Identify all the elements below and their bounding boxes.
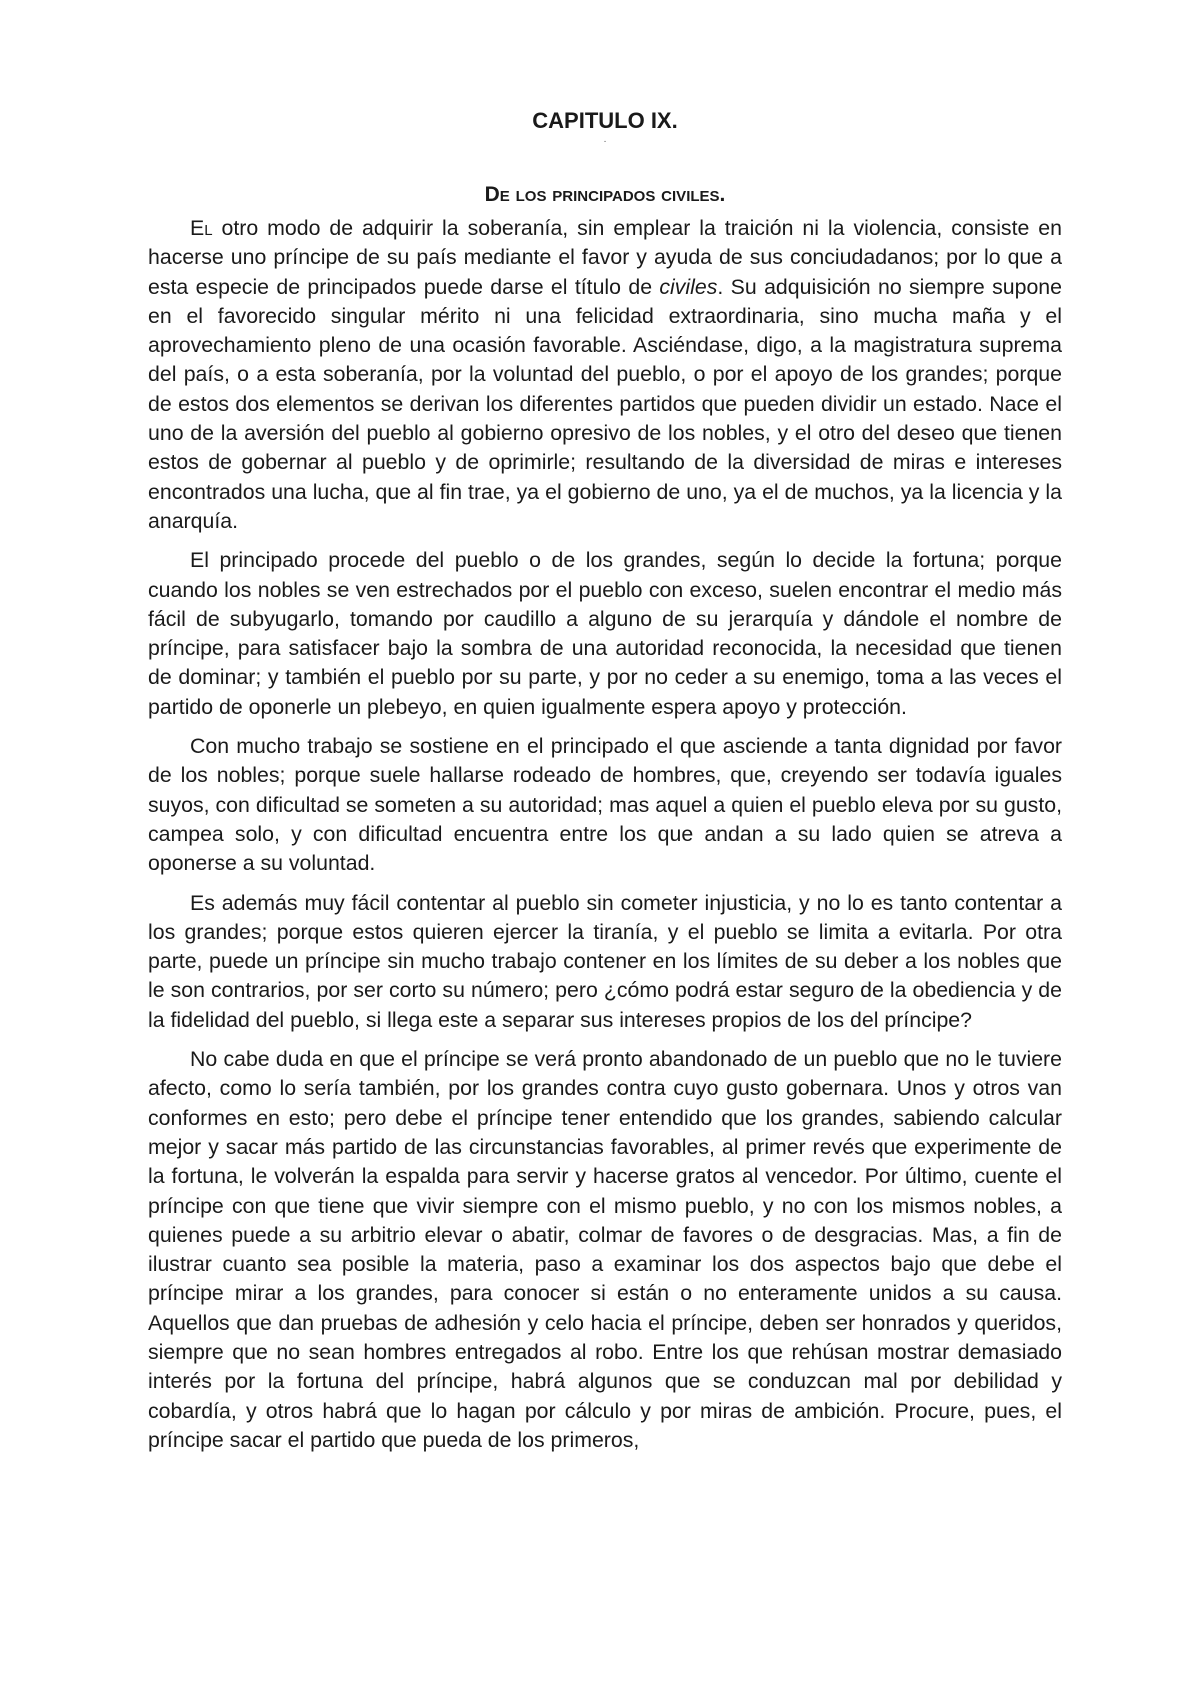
paragraph-2: El principado procede del pueblo o de los grandes, según lo decide la fortuna; porque cuando los nobles se ven estrechados por el pueblo con exceso, suelen encontrar el medio más fácil de subyugarlo, tomando por caudillo a alguno de su jerarquía y dándole el nombre de príncipe, para satisfacer bajo la sombra de una autoridad reconocida, la necesidad que tienen de dominar; y también el pueblo por su parte, y por no ceder a su enemigo, toma a las veces el partido de oponerle un plebeyo, en quien igualmente espera apoyo y protección.: [148, 548, 1062, 719]
paragraph-4: Es además muy fácil contentar al pueblo sin cometer injusticia, y no lo es tanto contentar a los grandes; porque estos quieren ejercer la tiranía, y el pueblo se limita a evitarla. Por otra parte, puede un príncipe sin mucho trabajo contener en los límites de su deber a los nobles que le son contrarios, por ser corto su número; pero ¿cómo podrá estar seguro de la obediencia y de la fidelidad del pueblo, si llega este a separar sus intereses propios de los del príncipe?: [148, 890, 1062, 1032]
chapter-title: CAPITULO IX.: [532, 108, 678, 133]
paragraph-1-lead: El: [190, 216, 213, 240]
paragraph-1-text-b: . Su adquisición no siempre supone en el favorecido singular mérito ni una felicidad extraordinaria, sino mucha maña y el aprovechamiento pleno de una ocasión favorable. Asciéndase, digo, a la magistratura suprema del país, o a esta soberanía, por la voluntad del pueblo, o por el apoyo de los grandes; porque de estos dos elementos se derivan los diferentes partidos que pueden dividir un estado. Nace el uno de la aversión del pueblo al gobierno opresivo de los nobles, y el otro del deseo que tienen estos de gobernar al pueblo y de oprimirle; resultando de la diversidad de miras e intereses encontrados una lucha, que al fin trae, ya el gobierno de uno, ya el de muchos, ya la licencia y la anarquía.: [148, 274, 1062, 533]
chapter-mark: ·: [603, 136, 607, 147]
document-page: [148, 96, 1062, 1465]
paragraph-3: Con mucho trabajo se sostiene en el principado el que asciende a tanta dignidad por favor de los nobles; porque suele hallarse rodeado de hombres, que, creyendo ser todavía iguales suyos, con dificultad se someten a su autoridad; mas aquel a quien el pueblo eleva por su gusto, campea solo, y con dificultad encuentra entre los que andan a su lado quien se atreva a oponerse a su voluntad.: [148, 734, 1062, 876]
section-title: De los principados civiles.: [484, 183, 726, 206]
paragraph-1-text-a: otro modo de adquirir la soberanía, sin emplear la traición ni la violencia, consiste en hacerse uno príncipe de su país mediante el favor y ayuda de sus conciudadanos; por lo que a esta especie de principados puede darse el título de: [148, 216, 1062, 299]
paragraph-5: No cabe duda en que el príncipe se verá pronto abandonado de un pueblo que no le tuviere afecto, como lo sería también, por los grandes contra cuyo gusto gobernara. Unos y otros van conformes en esto; pero debe el príncipe tener entendido que los grandes, sabiendo calcular mejor y sacar más partido de las circunstancias favorables, al primer revés que experimente de la fortuna, le volverán la espalda para servir y hacerse gratos al vencedor. Por último, cuente el príncipe con que tiene que vivir siempre con el mismo pueblo, y no con los mismos nobles, a quienes puede a su arbitrio elevar o abatir, colmar de favores o de desgracias. Mas, a fin de ilustrar cuanto sea posible la materia, paso a examinar los dos aspectos bajo que debe el príncipe mirar a los grandes, para conocer si están o no enteramente unidos a su causa. Aquellos que dan pruebas de adhesión y celo hacia el príncipe, deben ser honrados y queridos, siempre que no sean hombres entregados al robo. Entre los que rehúsan mostrar demasiado interés por la fortuna del príncipe, habrá algunos que se conduzcan mal por debilidad y cobardía, y otros habrá que lo hagan por cálculo y por miras de ambición. Procure, pues, el príncipe sacar el partido que pueda de los primeros,: [148, 1047, 1062, 1452]
paragraph-1-italic: civiles: [659, 274, 718, 299]
paragraph-1: [148, 214, 1062, 536]
